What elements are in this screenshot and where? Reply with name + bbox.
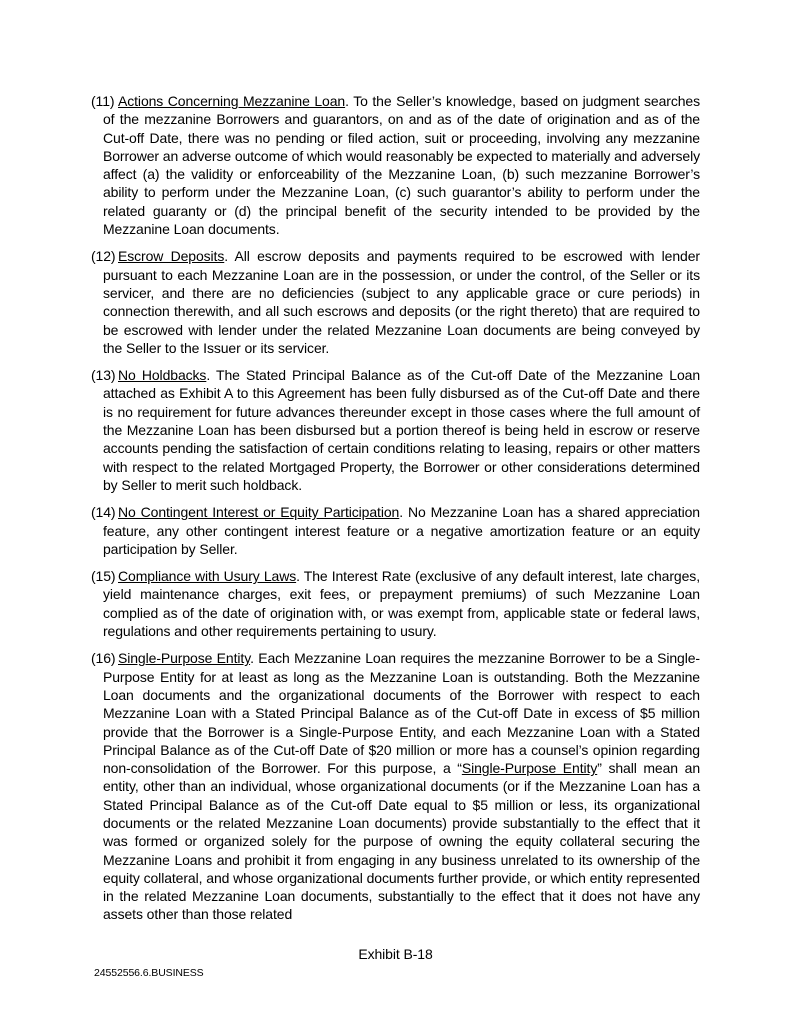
paragraph-13 xyxy=(91,366,701,494)
paragraph-body: . To the Seller’s knowledge, based on judgment searches of the mezzanine Borrowers and guarantors, on and as of the date of origination and as of the Cut-off Date, there was no pending or filed action, suit or proceeding, involving any mezzanine Borrower an adverse outcome of which would reasonably be expected to materially and adversely affect (a) the validity or enforceability of the Mezzanine Loan, (b) such mezzanine Borrower’s ability to perform under the Mezzanine Loan, (c) such guarantor’s ability to perform under the related guaranty or (d) the principal benefit of the security intended to be provided by the Mezzanine Loan documents. xyxy=(103,93,700,238)
paragraph-11 xyxy=(91,92,700,238)
paragraph-heading: Compliance with Usury Laws xyxy=(118,568,297,585)
paragraph-body: . Each Mezzanine Loan requires the mezzanine Borrower to be a Single-Purpose Entity for at least as long as the Mezzanine Loan is outstanding. Both the Mezzanine Loan documents and the organizational documents of the Borrower with respect to each Mezzanine Loan with a Stated Principal Balance as of the Cut-off Date in excess of $5 million provide that the Borrower is a Single-Purpose Entity, and each Mezzanine Loan with a Stated Principal Balance as of the Cut-off Date of $20 million or more has a counsel’s opinion regarding non-consolidation of the Borrower. For this purpose, a “ xyxy=(103,650,700,777)
paragraph-heading: No Contingent Interest or Equity Participation xyxy=(118,504,400,521)
exhibit-label: Exhibit B-18 xyxy=(358,946,433,962)
paragraph-heading: No Holdbacks xyxy=(118,367,207,384)
paragraph-number: (12) xyxy=(91,248,116,265)
paragraph-number: (16) xyxy=(91,650,116,667)
paragraph-number: (11) xyxy=(91,93,115,109)
paragraph-heading: Actions Concerning Mezzanine Loan xyxy=(118,93,346,109)
paragraph-heading: Escrow Deposits xyxy=(118,248,225,265)
paragraph-body: ” shall mean an entity, other than an individual, whose organizational documents (or if the Mezzanine Loan has a Stated Principal Balance as of the Cut-off Date equal to $5 million or less, its organizational documents or the related Mezzanine Loan documents) provide substantially to the effect that it was formed or organized solely for the purpose of owning the equity collateral securing the Mezzanine Loans and prohibit it from engaging in any business unrelated to its ownership of the equity collateral, and whose organizational documents further provide, or which entity represented in the related Mezzanine Loan documents, substantially to the effect that it does not have any assets other than those related xyxy=(103,760,701,923)
paragraph-body: . No Mezzanine Loan has a shared appreciation feature, any other contingent interest feature or a negative amortization feature or an equity participation by Seller. xyxy=(103,504,700,557)
paragraph-body: . The Stated Principal Balance as of the Cut-off Date of the Mezzanine Loan attached as Exhibit A to this Agreement has been fully disbursed as of the Cut-off Date and there is no requirement for future advances thereunder except in those cases where the full amount of the Mezzanine Loan has been disbursed but a portion thereof is being held in escrow or reserve accounts pending the satisfaction of certain conditions relating to leasing, repairs or other matters with respect to the related Mortgaged Property, the Borrower or other considerations determined by Seller to merit such holdback. xyxy=(103,367,701,493)
paragraph-15 xyxy=(91,567,700,640)
document-body xyxy=(91,92,701,933)
paragraph-12 xyxy=(91,247,700,357)
paragraph-number: (13) xyxy=(91,367,116,384)
paragraph-heading: Single-Purpose Entity xyxy=(118,650,251,667)
defined-term: Single-Purpose Entity xyxy=(461,760,598,777)
paragraph-14 xyxy=(91,503,700,558)
paragraph-body: . All escrow deposits and payments required to be escrowed with lender pursuant to each Mezzanine Loan are in the possession, or under the control, of the Seller or its servicer, and there are no deficiencies (subject to any applicable grace or cure periods) in connection therewith, and all such escrows and deposits (or the right thereto) that are required to be escrowed with lender under the related Mezzanine Loan documents are being conveyed by the Seller to the Issuer or its servicer. xyxy=(103,248,700,356)
document-id: 24552556.6.BUSINESS xyxy=(94,967,204,979)
paragraph-number: (14) xyxy=(91,504,116,521)
paragraph-16 xyxy=(91,649,701,923)
paragraph-number: (15) xyxy=(91,568,116,585)
paragraph-body: . The Interest Rate (exclusive of any default interest, late charges, yield maintenance charges, exit fees, or prepayment premiums) of such Mezzanine Loan complied as of the date of origination with, or was exempt from, applicable state or federal laws, regulations and other requirements pertaining to usury. xyxy=(103,568,700,640)
